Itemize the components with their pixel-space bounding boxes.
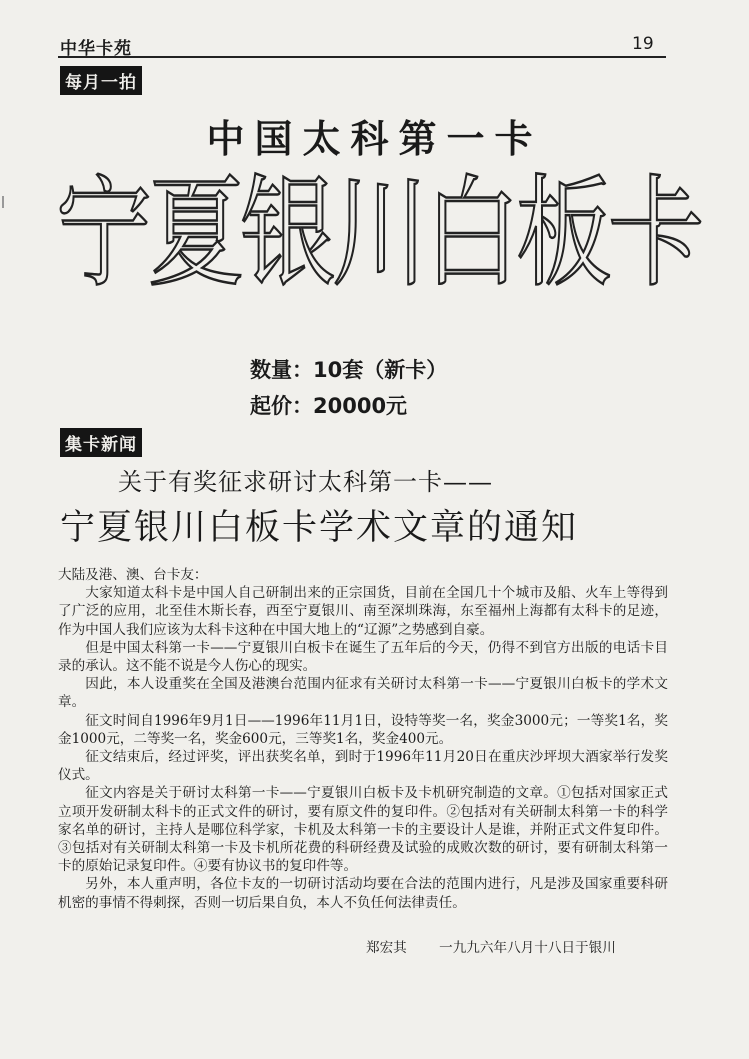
notice-paragraph: 另外，本人重声明，各位卡友的一切研讨活动均要在合法的范围内进行，凡是涉及国家重要科研机密的事情不得刺探，否则一切后果自负，本人不负任何法律责任。 [58, 876, 668, 911]
notice-body [58, 566, 668, 912]
auction-outline-title: 宁夏银川白板卡 [56, 163, 700, 304]
section-label-monthly-auction: 每月一拍 [60, 66, 142, 95]
notice-paragraph: 因此，本人设重奖在全国及港澳台范围内征求有关研讨太科第一卡——宁夏银川白板卡的学术文章。 [58, 676, 668, 711]
notice-paragraph: 征文内容是关于研讨太科第一卡——宁夏银川白板卡及卡机研究制造的文章。①包括对国家正式立项开发研制太科卡的正式文件的研讨，要有原文件的复印件。②包括对有关研制太科第一卡的科学家名单的研讨，主持人是哪位科学家，卡机及太科第一卡的主要设计人是谁，并附正式文件复印件。③包括对有关研制太科第一卡及卡机所花费的科研经费及试验的成败次数的研讨，要有研制太科第一卡的原始记录复印件。④要有协议书的复印件等。 [58, 785, 668, 875]
notice-subtitle: 关于有奖征求研讨太科第一卡—— [118, 468, 493, 496]
notice-paragraph: 但是中国太科第一卡——宁夏银川白板卡在诞生了五年后的今天，仍得不到官方出版的电话卡目录的承认。这不能不说是今人伤心的现实。 [58, 639, 668, 675]
auction-quantity: 数量：10套（新卡） [250, 358, 448, 382]
notice-signoff [366, 936, 644, 956]
notice-date: 一九九六年八月十八日于银川 [439, 940, 616, 956]
notice-paragraph: 大家知道太科卡是中国人自己研制出来的正宗国货，目前在全国几十个城市及船、火车上等得到了广泛的应用，北至佳木斯长春，西至宁夏银川、南至深圳珠海，东至福州上海都有太科卡的足迹，作为中国人我们应该为太科卡这种在中国大地上的“辽源”之势感到自豪。 [58, 585, 668, 638]
header-rule [58, 56, 666, 58]
magazine-name: 中华卡苑 [60, 39, 132, 59]
auction-price: 起价：20000元 [250, 394, 408, 418]
auction-title: 中国太科第一卡 [206, 117, 543, 161]
scan-mark [2, 196, 10, 208]
notice-paragraph: 征文结束后，经过评奖，评出获奖名单，到时于1996年11月20日在重庆沙坪坝大酒家举行发奖仪式。 [58, 749, 668, 784]
page-number: 19 [632, 34, 654, 54]
section-label-card-news: 集卡新闻 [60, 428, 142, 457]
notice-greeting: 大陆及港、澳、台卡友： [58, 567, 208, 583]
notice-paragraph: 征文时间自1996年9月1日——1996年11月1日，设特等奖一名，奖金3000元；一等奖1名，奖金1000元，二等奖一名，奖金600元，三等奖1名，奖金400元。 [58, 712, 668, 747]
notice-title: 宁夏银川白板卡学术文章的通知 [60, 508, 579, 548]
notice-author: 郑宏其 [366, 940, 407, 956]
